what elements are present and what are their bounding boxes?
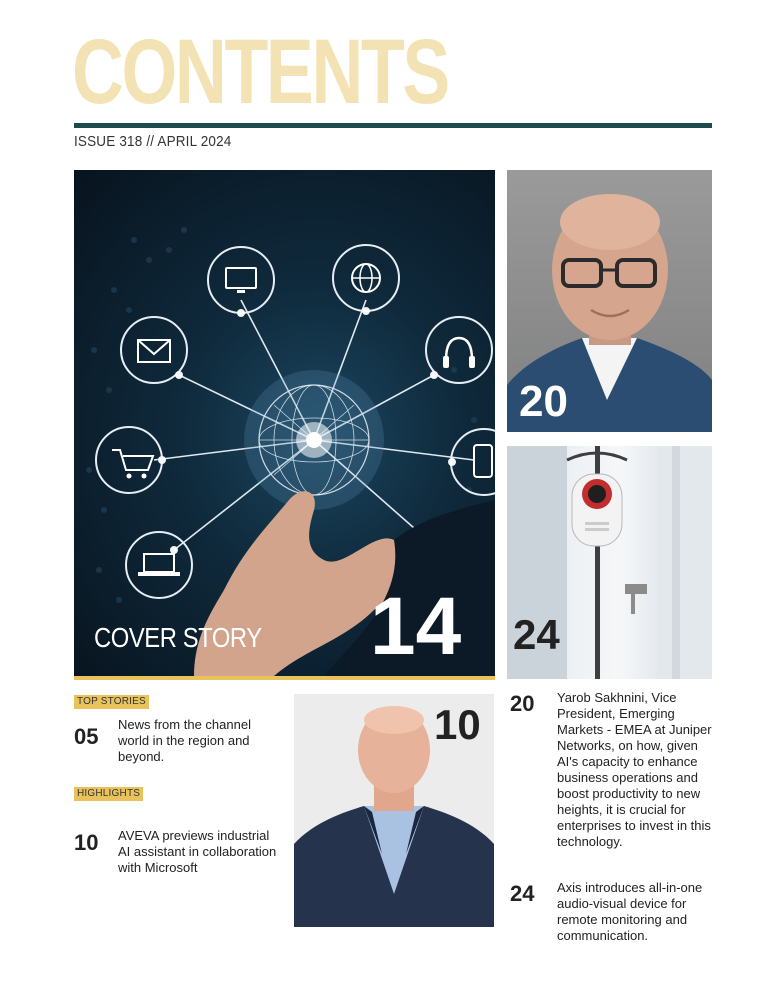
feature-text-1[interactable]: Yarob Sakhnini, Vice President, Emerging Markets - EMEA at Juniper Networks, on how, given AI's capacity to enhance business operations and boost productivity to new heights, it is crucial for enterprises to invest in this technology. [557,690,712,849]
top-story-text[interactable]: News from the channel world in the region and beyond. [118,717,251,764]
camera-image[interactable] [507,446,712,679]
cover-story-label: COVER STORY [94,622,262,653]
highlight-page-number: 10 [74,830,99,855]
highlight-text[interactable]: AVEVA previews industrial AI assistant in collaboration with Microsoft [118,828,277,875]
executive-page-number: 10 [434,701,481,748]
portrait-image[interactable] [507,170,712,432]
top-story-page-number: 05 [74,724,99,749]
portrait-page-number: 20 [519,377,568,426]
top-stories-tag: TOP STORIES [74,695,149,709]
cover-story-image[interactable] [74,170,495,676]
feature-page-number-2: 24 [510,881,535,906]
camera-page-number: 24 [513,611,560,658]
cover-accent-bar [74,676,495,680]
feature-page-number-1: 20 [510,691,535,716]
issue-info: ISSUE 318 // APRIL 2024 [74,133,232,150]
cover-page-number: 14 [370,581,462,672]
header-rule [74,123,712,128]
feature-text-2[interactable]: Axis introduces all-in-one audio-visual device for remote monitoring and communication. [557,880,703,943]
page-title: CONTENTS [72,21,448,123]
executive-image[interactable] [294,694,494,927]
highlights-tag: HIGHLIGHTS [74,787,143,801]
